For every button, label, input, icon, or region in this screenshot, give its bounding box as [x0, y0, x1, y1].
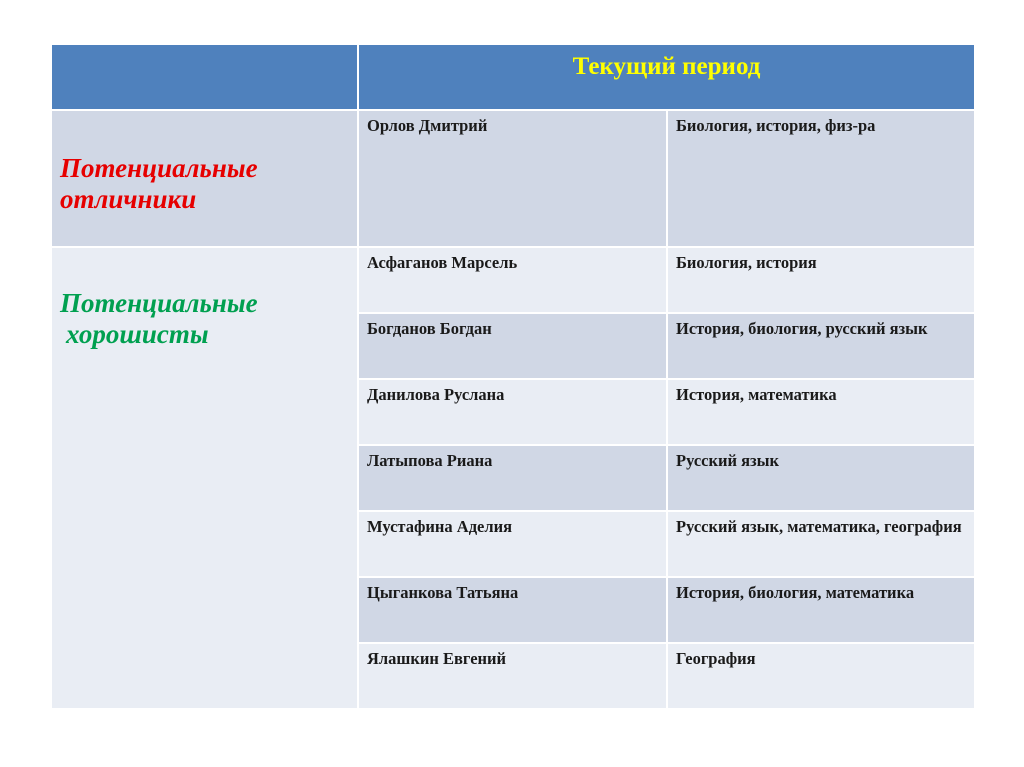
table-row	[51, 247, 975, 313]
category-excellent-line1: Потенциальные	[60, 152, 258, 183]
table-header-row	[51, 44, 975, 110]
students-table	[50, 43, 976, 710]
category-excellent-line2: отличники	[60, 183, 197, 214]
student-subjects: Биология, история	[667, 247, 975, 313]
student-name: Мустафина Аделия	[358, 511, 667, 577]
student-subjects: История, математика	[667, 379, 975, 445]
student-subjects: Биология, история, физ-ра	[667, 110, 975, 247]
student-name: Данилова Руслана	[358, 379, 667, 445]
student-name: Цыганкова Татьяна	[358, 577, 667, 643]
student-name: Ялашкин Евгений	[358, 643, 667, 709]
category-excellent	[51, 110, 358, 247]
category-good-line2: хорошисты	[66, 319, 209, 349]
student-subjects: История, биология, математика	[667, 577, 975, 643]
student-subjects: История, биология, русский язык	[667, 313, 975, 379]
student-subjects: Русский язык	[667, 445, 975, 511]
student-name: Асфаганов Марсель	[358, 247, 667, 313]
table-row	[51, 110, 975, 247]
student-name: Орлов Дмитрий	[358, 110, 667, 247]
student-name: Богданов Богдан	[358, 313, 667, 379]
header-title: Текущий период	[358, 44, 975, 110]
header-empty-cell	[51, 44, 358, 110]
student-subjects: Русский язык, математика, география	[667, 511, 975, 577]
student-subjects: География	[667, 643, 975, 709]
category-good	[51, 247, 358, 709]
student-name: Латыпова Риана	[358, 445, 667, 511]
category-good-line1: Потенциальные	[60, 288, 258, 318]
